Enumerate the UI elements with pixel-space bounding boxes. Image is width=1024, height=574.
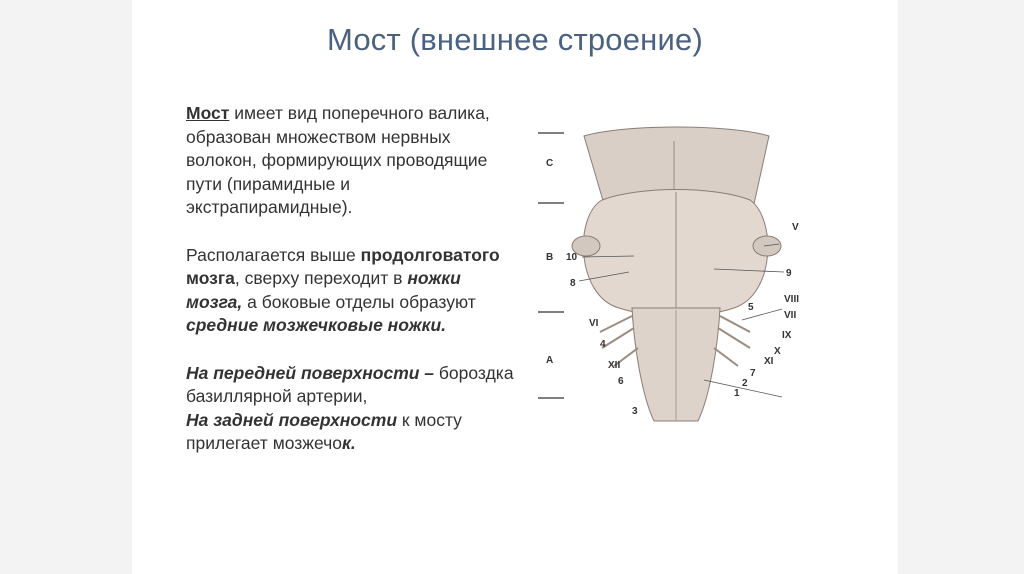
- p3-bold-anterior: На передней поверхности –: [186, 362, 435, 383]
- label-3: 3: [632, 406, 638, 417]
- label-4: 4: [600, 339, 606, 350]
- label-XII: XII: [608, 360, 621, 371]
- label-X: X: [774, 346, 781, 357]
- pons-diagram: [514, 96, 839, 436]
- description-text: [186, 102, 516, 480]
- label-B: В: [546, 252, 554, 263]
- label-2: 2: [742, 378, 748, 389]
- p2-bold-peduncles: ножки мозга,: [186, 268, 461, 312]
- paragraph-2: [186, 244, 516, 338]
- label-VI: VI: [589, 318, 599, 329]
- label-9: 9: [786, 268, 792, 279]
- paragraph-3: [186, 362, 516, 456]
- label-1: 1: [734, 388, 740, 399]
- paragraph-1: [186, 102, 516, 220]
- label-C: С: [546, 158, 554, 169]
- paragraph-1-rest: имеет вид поперечного валика, образован множеством нервных волокон, формирующих проводящие пути (пирамидные и экстрапирамидные).: [186, 103, 490, 217]
- p2-text-2: , сверху переходит в: [234, 268, 408, 288]
- label-A: А: [546, 355, 554, 366]
- label-6: 6: [618, 376, 624, 387]
- p2-bold-middle-peduncles: средние мозжечковые ножки.: [186, 315, 446, 335]
- p2-bold-medulla: продолговатого мозга: [186, 244, 500, 288]
- label-VIII: VIII: [784, 294, 800, 305]
- p3-bold-posterior: На задней поверхности: [186, 409, 398, 430]
- pons-illustration: [514, 96, 839, 436]
- label-IX: IX: [782, 330, 792, 341]
- term-most: Мост: [186, 103, 230, 123]
- label-7: 7: [750, 368, 756, 379]
- label-VII: VII: [784, 310, 797, 321]
- label-8: 8: [570, 278, 576, 289]
- p3-text-2: к мосту прилегает мозжечо: [186, 409, 462, 453]
- label-10: 10: [566, 252, 578, 263]
- label-XI: XI: [764, 356, 774, 367]
- slide: [132, 0, 898, 574]
- p3-bold-k: к.: [342, 433, 356, 453]
- p2-text-3: а боковые отделы образуют: [242, 291, 476, 312]
- slide-title: Мост (внешнее строение): [327, 22, 703, 57]
- label-V: V: [792, 222, 799, 233]
- p2-text-1: Располагается выше: [186, 244, 361, 265]
- label-5: 5: [748, 302, 754, 313]
- p3-text-1: бороздка базиллярной артерии,: [186, 362, 514, 406]
